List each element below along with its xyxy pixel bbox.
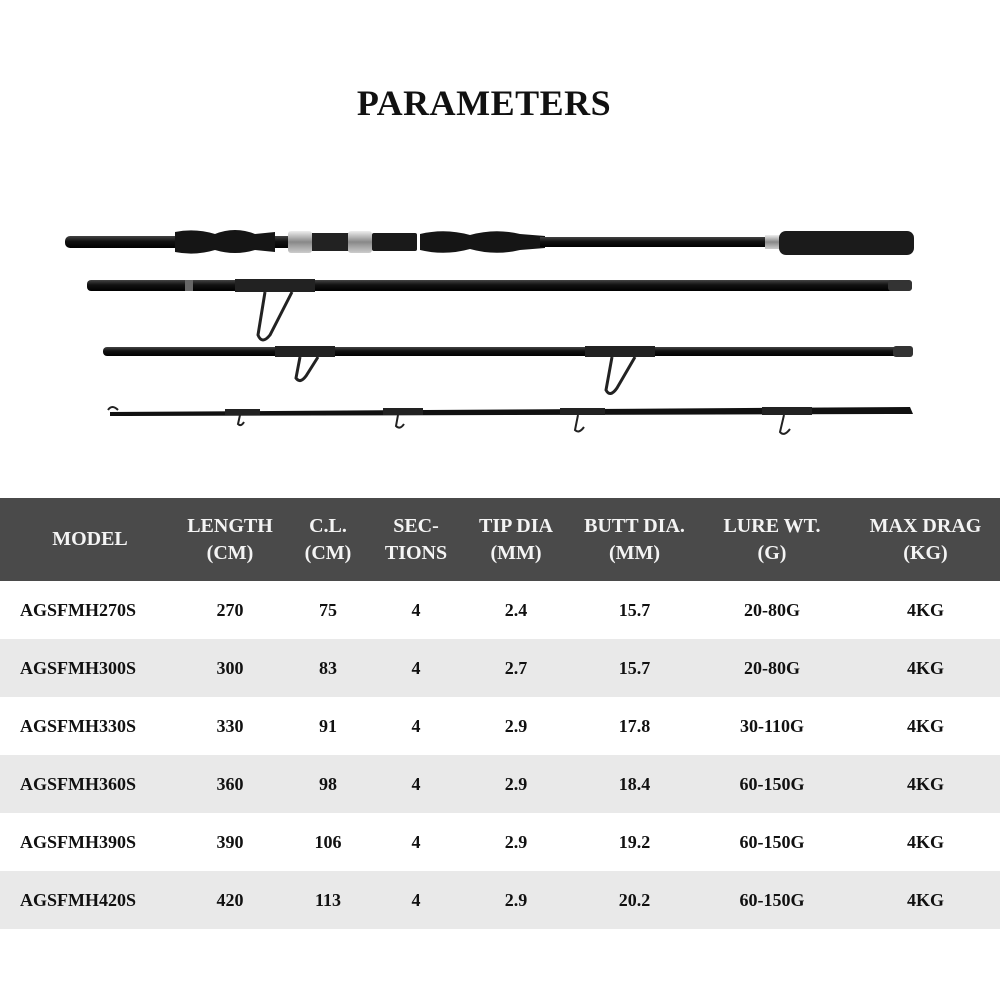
cell-tip-dia: 2.9 xyxy=(456,871,576,929)
cell-max-drag: 4KG xyxy=(851,813,1000,871)
table-row xyxy=(0,639,1000,697)
cell-length: 270 xyxy=(180,581,280,639)
table-row xyxy=(0,813,1000,871)
header-tip-dia: TIP DIA (MM) xyxy=(456,498,576,581)
header-sections: SEC- TIONS xyxy=(376,498,456,581)
cell-butt-dia: 20.2 xyxy=(576,871,693,929)
cell-length: 360 xyxy=(180,755,280,813)
table-header-row xyxy=(0,498,1000,581)
header-butt-dia: BUTT DIA. (MM) xyxy=(576,498,693,581)
cell-lure-wt: 60-150G xyxy=(693,871,851,929)
cell-length: 390 xyxy=(180,813,280,871)
cell-model: AGSFMH270S xyxy=(0,581,180,639)
cell-butt-dia: 17.8 xyxy=(576,697,693,755)
cell-cl: 113 xyxy=(280,871,376,929)
rod-tip-section xyxy=(108,407,913,434)
cell-sections: 4 xyxy=(376,581,456,639)
page-title: PARAMETERS xyxy=(356,83,612,123)
cell-lure-wt: 20-80G xyxy=(693,639,851,697)
header-cl: C.L. (CM) xyxy=(280,498,376,581)
cell-length: 420 xyxy=(180,871,280,929)
cell-lure-wt: 60-150G xyxy=(693,813,851,871)
rod-section-2 xyxy=(87,279,912,340)
rod-butt-section xyxy=(65,230,914,255)
rod-section-3 xyxy=(103,346,913,394)
table-row xyxy=(0,871,1000,929)
cell-lure-wt: 60-150G xyxy=(693,755,851,813)
cell-max-drag: 4KG xyxy=(851,755,1000,813)
cell-butt-dia: 19.2 xyxy=(576,813,693,871)
cell-cl: 98 xyxy=(280,755,376,813)
cell-model: AGSFMH390S xyxy=(0,813,180,871)
parameters-table xyxy=(0,498,1000,929)
cell-butt-dia: 18.4 xyxy=(576,755,693,813)
cell-tip-dia: 2.9 xyxy=(456,813,576,871)
table-row xyxy=(0,581,1000,639)
cell-tip-dia: 2.7 xyxy=(456,639,576,697)
table-row xyxy=(0,697,1000,755)
cell-length: 300 xyxy=(180,639,280,697)
cell-max-drag: 4KG xyxy=(851,639,1000,697)
cell-model: AGSFMH330S xyxy=(0,697,180,755)
cell-max-drag: 4KG xyxy=(851,581,1000,639)
cell-model: AGSFMH360S xyxy=(0,755,180,813)
cell-max-drag: 4KG xyxy=(851,697,1000,755)
cell-cl: 91 xyxy=(280,697,376,755)
cell-butt-dia: 15.7 xyxy=(576,581,693,639)
cell-length: 330 xyxy=(180,697,280,755)
table-row xyxy=(0,755,1000,813)
header-model: MODEL xyxy=(0,498,180,581)
cell-sections: 4 xyxy=(376,813,456,871)
cell-cl: 106 xyxy=(280,813,376,871)
cell-butt-dia: 15.7 xyxy=(576,639,693,697)
cell-sections: 4 xyxy=(376,755,456,813)
cell-sections: 4 xyxy=(376,871,456,929)
cell-lure-wt: 20-80G xyxy=(693,581,851,639)
header-max-drag: MAX DRAG (KG) xyxy=(851,498,1000,581)
cell-sections: 4 xyxy=(376,697,456,755)
header-length: LENGTH (CM) xyxy=(180,498,280,581)
cell-model: AGSFMH300S xyxy=(0,639,180,697)
cell-max-drag: 4KG xyxy=(851,871,1000,929)
cell-cl: 83 xyxy=(280,639,376,697)
cell-tip-dia: 2.9 xyxy=(456,755,576,813)
cell-model: AGSFMH420S xyxy=(0,871,180,929)
cell-tip-dia: 2.4 xyxy=(456,581,576,639)
cell-sections: 4 xyxy=(376,639,456,697)
rod-sections-image xyxy=(0,200,1000,460)
cell-tip-dia: 2.9 xyxy=(456,697,576,755)
header-lure-wt: LURE WT. (G) xyxy=(693,498,851,581)
cell-cl: 75 xyxy=(280,581,376,639)
cell-lure-wt: 30-110G xyxy=(693,697,851,755)
